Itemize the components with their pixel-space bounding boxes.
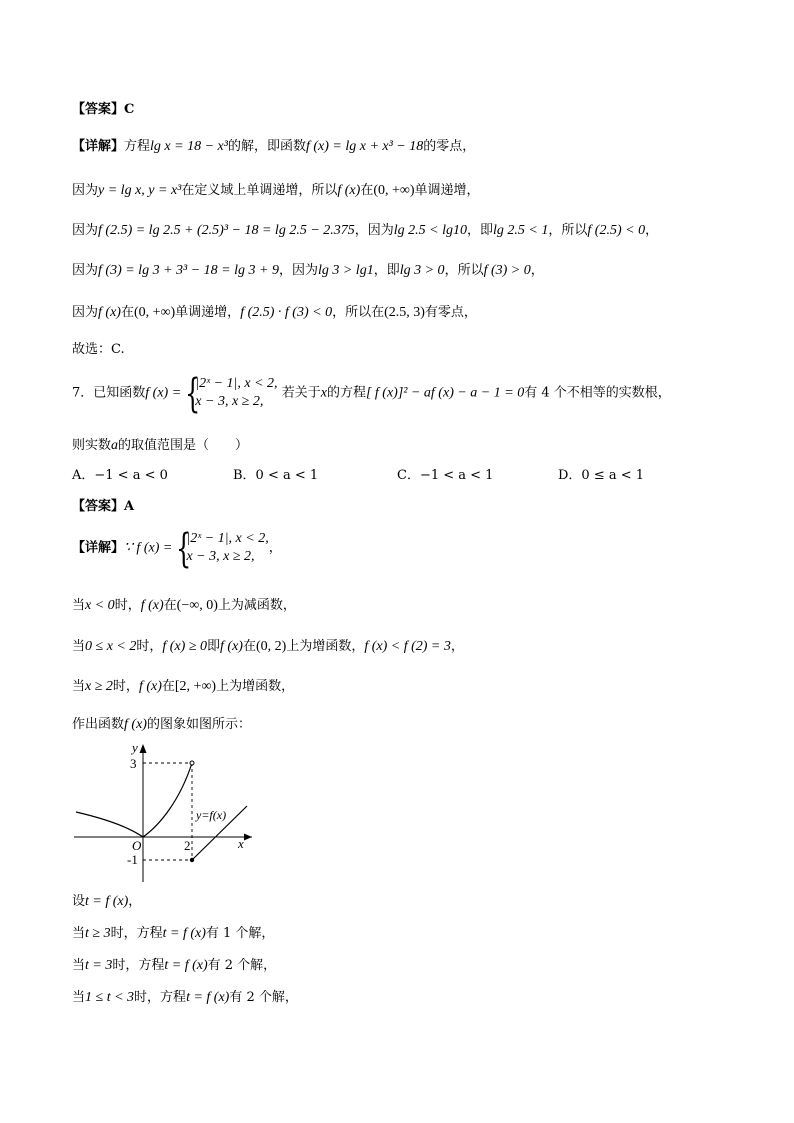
answer-line-1 bbox=[72, 100, 134, 120]
answer-label-1: 【答案】C bbox=[72, 102, 135, 117]
detail-line-14 bbox=[72, 988, 298, 1008]
math: (0, 2) bbox=[255, 639, 287, 654]
detail-line-2 bbox=[72, 181, 480, 201]
detail-label-2: 【详解】 bbox=[72, 540, 125, 556]
math: f (3) = lg 3 + 3³ − 18 = lg 3 + 9 bbox=[98, 263, 279, 278]
math: lg 3 > lg1 bbox=[317, 263, 374, 278]
text: 当 bbox=[72, 958, 86, 973]
text: ， bbox=[128, 894, 142, 909]
text: 时，方程 bbox=[110, 926, 163, 941]
math: f (x) ≥ 0 bbox=[162, 639, 208, 654]
math: y = lg x, y = x³ bbox=[98, 183, 182, 198]
math: f (x) < f (2) = 3 bbox=[364, 639, 451, 654]
curve-left-branch bbox=[76, 812, 143, 837]
text: ，即 bbox=[467, 223, 494, 238]
x-axis-arrow bbox=[244, 834, 252, 841]
math: f (x) bbox=[124, 717, 147, 732]
text: 在 bbox=[242, 639, 256, 654]
text: ， bbox=[645, 223, 659, 238]
text: 在 bbox=[161, 679, 175, 694]
text: 有零点， bbox=[424, 305, 477, 320]
text: 有 4 个不相等的实数根， bbox=[524, 385, 671, 401]
text: 时， bbox=[112, 679, 139, 694]
origin-label: O bbox=[132, 838, 142, 853]
text: 单调递增， bbox=[414, 183, 480, 198]
text: 若关于 bbox=[281, 385, 321, 401]
question-7-line-2 bbox=[72, 436, 248, 456]
text: 在定义域上单调递增，所以 bbox=[181, 183, 338, 198]
text: 上为增函数， bbox=[286, 639, 365, 654]
math: f (x) bbox=[98, 305, 121, 320]
math: t = f (x) bbox=[162, 926, 206, 941]
text: 有 2 个解， bbox=[229, 990, 298, 1005]
answer-line-2 bbox=[72, 497, 134, 517]
math: f (x) bbox=[337, 183, 361, 198]
text: ，所以在 bbox=[332, 305, 385, 320]
case-2: x − 3, x ≥ 2, bbox=[195, 394, 264, 409]
option-a[interactable]: A．−1 < a < 0 bbox=[72, 468, 168, 483]
detail-line-7 bbox=[72, 596, 296, 616]
math: f (x) bbox=[140, 598, 164, 613]
text: ，因为 bbox=[278, 263, 318, 278]
math: (0, +∞) bbox=[373, 183, 415, 198]
piecewise-brace bbox=[185, 371, 278, 417]
text: 当 bbox=[72, 926, 86, 941]
math: x bbox=[320, 385, 327, 401]
text: 因为 bbox=[72, 305, 99, 320]
detail-line-6 bbox=[72, 526, 282, 572]
math: t = f (x) bbox=[164, 958, 208, 973]
math: (−∞, 0) bbox=[176, 598, 218, 613]
text: 因为 bbox=[72, 223, 99, 238]
text: 的图象如图所示： bbox=[146, 717, 251, 732]
y-axis-label: y bbox=[132, 740, 138, 755]
text: 上为增函数， bbox=[216, 679, 295, 694]
option-c[interactable]: C．−1 < a < 1 bbox=[397, 468, 494, 483]
math: f (x) = lg x + x³ − 18 bbox=[305, 139, 424, 154]
math: f (x) bbox=[220, 639, 243, 654]
math: t = 3 bbox=[85, 958, 113, 973]
math: f (3) > 0 bbox=[483, 263, 531, 278]
text: 设 bbox=[72, 894, 86, 909]
text: ， bbox=[450, 639, 464, 654]
math: [ f (x)]² − af (x) − a − 1 = 0 bbox=[365, 385, 525, 401]
math: x ≥ 2 bbox=[85, 679, 113, 694]
text: 时， bbox=[136, 639, 163, 654]
case-1: |2ˣ − 1|, x < 2, bbox=[195, 376, 278, 391]
text: 当 bbox=[72, 598, 86, 613]
text: 时，方程 bbox=[134, 990, 187, 1005]
math: a bbox=[111, 438, 119, 453]
detail-line-5 bbox=[72, 303, 477, 323]
math: x < 0 bbox=[85, 598, 115, 613]
detail-line-10 bbox=[72, 715, 251, 735]
function-graph bbox=[72, 740, 272, 885]
brace-glyph: { bbox=[176, 526, 192, 572]
math: lg 2.5 < 1 bbox=[493, 223, 549, 238]
math: (0, +∞) bbox=[133, 305, 176, 320]
conclusion-line bbox=[72, 340, 125, 360]
option-d[interactable]: D．0 ≤ a < 1 bbox=[558, 468, 645, 483]
closed-point bbox=[190, 858, 194, 862]
piecewise-brace bbox=[176, 526, 269, 572]
text: 方程 bbox=[124, 139, 151, 154]
text: 故选：C. bbox=[72, 342, 125, 357]
tick-label-neg1: -1 bbox=[127, 852, 138, 867]
math: lg 2.5 < lg10 bbox=[393, 223, 468, 238]
text: 在 bbox=[163, 598, 177, 613]
answer-label-2: 【答案】A bbox=[72, 499, 135, 514]
text: 当 bbox=[72, 990, 86, 1005]
text: ， bbox=[530, 263, 544, 278]
question-7-line-1 bbox=[72, 371, 671, 417]
case-2: x − 3, x ≥ 2, bbox=[186, 549, 255, 564]
text: 单调递增， bbox=[175, 305, 241, 320]
detail-line-8 bbox=[72, 637, 464, 657]
text: 即 bbox=[207, 639, 221, 654]
math: t = f (x) bbox=[85, 894, 129, 909]
detail-label-1: 【详解】 bbox=[72, 139, 125, 154]
text: 的零点， bbox=[423, 139, 476, 154]
text: 当 bbox=[72, 679, 86, 694]
text: 在 bbox=[120, 305, 134, 320]
text: 有 1 个解， bbox=[205, 926, 275, 941]
math: f (x) bbox=[138, 679, 162, 694]
text: 则实数 bbox=[72, 438, 112, 453]
question-number: 7．已知函数 bbox=[72, 385, 146, 401]
math: f (x) = bbox=[145, 385, 182, 401]
y-axis-arrow bbox=[140, 744, 147, 753]
text: 上为减函数， bbox=[217, 598, 296, 613]
math: lg x = 18 − x³ bbox=[150, 139, 228, 154]
math: (2.5, 3) bbox=[384, 305, 425, 320]
detail-line-1 bbox=[72, 137, 475, 157]
math: lg 3 > 0 bbox=[399, 263, 445, 278]
tick-label-3: 3 bbox=[130, 756, 137, 771]
math: f (2.5) = lg 2.5 + (2.5)³ − 18 = lg 2.5 − 2.375 bbox=[98, 223, 355, 238]
math: ∵ f (x) = bbox=[124, 540, 173, 556]
brace-glyph: { bbox=[185, 371, 201, 417]
detail-line-4 bbox=[72, 261, 544, 281]
math: [2, +∞) bbox=[174, 679, 217, 694]
open-point bbox=[190, 761, 194, 765]
text: ，因为 bbox=[354, 223, 394, 238]
x-axis-label: x bbox=[238, 836, 244, 851]
text: ， bbox=[268, 540, 282, 556]
math: f (2.5) < 0 bbox=[587, 223, 646, 238]
option-b[interactable]: B．0 < a < 1 bbox=[233, 468, 319, 483]
math: 1 ≤ t < 3 bbox=[85, 990, 135, 1005]
text: 因为 bbox=[72, 263, 99, 278]
tick-label-2: 2 bbox=[184, 838, 191, 853]
math: t = f (x) bbox=[186, 990, 230, 1005]
text: 在 bbox=[360, 183, 374, 198]
text: ，所以 bbox=[548, 223, 588, 238]
detail-line-13 bbox=[72, 956, 276, 976]
text: ，即 bbox=[373, 263, 400, 278]
math: t ≥ 3 bbox=[85, 926, 111, 941]
detail-line-12 bbox=[72, 924, 274, 944]
text: 当 bbox=[72, 639, 86, 654]
detail-line-9 bbox=[72, 677, 294, 697]
text: 作出函数 bbox=[72, 717, 125, 732]
text: 因为 bbox=[72, 183, 99, 198]
curve-label: y=f(x) bbox=[196, 808, 227, 822]
math: f (2.5) · f (3) < 0 bbox=[240, 305, 333, 320]
math: 0 ≤ x < 2 bbox=[85, 639, 137, 654]
text: 有 2 个解， bbox=[207, 958, 277, 973]
detail-line-11 bbox=[72, 892, 141, 912]
case-1: |2ˣ − 1|, x < 2, bbox=[186, 531, 269, 546]
text: 的解，即函数 bbox=[227, 139, 306, 154]
text: 时， bbox=[114, 598, 141, 613]
text: 的方程 bbox=[326, 385, 366, 401]
detail-line-3 bbox=[72, 221, 658, 241]
text: 时，方程 bbox=[112, 958, 165, 973]
text: ，所以 bbox=[444, 263, 484, 278]
text: 的取值范围是（ ） bbox=[118, 438, 249, 453]
curve-right-branch bbox=[143, 763, 192, 837]
